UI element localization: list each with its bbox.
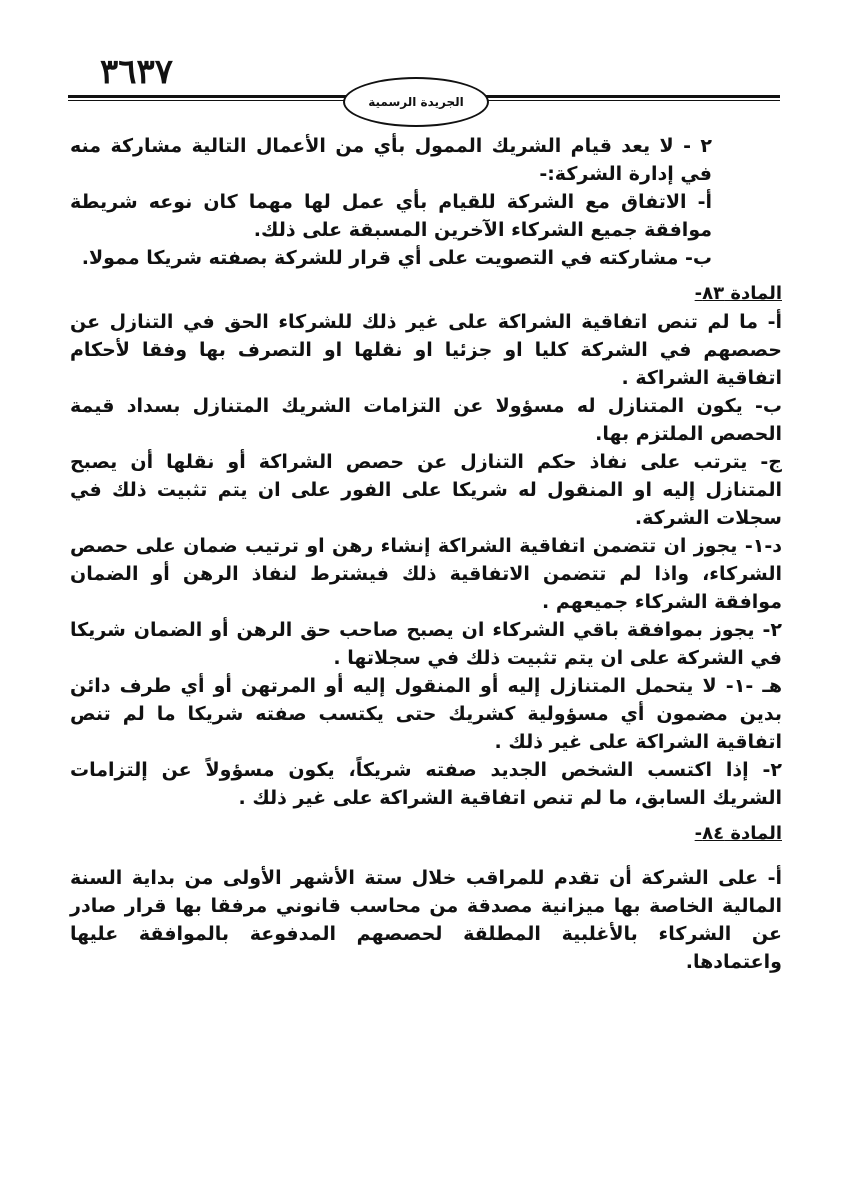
clause-2b: ب- مشاركته في التصويت على أي قرار للشركة بصفته شريكا ممولا. — [81, 247, 712, 269]
article-84 — [70, 820, 782, 976]
clause-2-intro: ٢ - لا يعد قيام الشريك الممول بأي من الأعمال التالية مشاركة منه في إدارة الشركة:- — [70, 135, 712, 185]
gazette-title: الجريدة الرسمية — [368, 95, 464, 109]
document-body — [70, 132, 782, 976]
article-84-heading: المادة ٨٤- — [694, 823, 782, 844]
gazette-title-oval — [343, 77, 489, 127]
article-84-a: أ- على الشركة أن تقدم للمراقب خلال ستة الأشهر الأولى من بداية السنة المالية الخاصة بها ميزانية مصدقة من محاسب قانوني مرفقا بها قرار صادر عن الشركاء بالأغلبية المطلقة لحصصهم المدفوعة بالموافقة عليها واعتمادها. — [70, 867, 782, 973]
article-83-h2: ٢- إذا اكتسب الشخص الجديد صفته شريكاً، يكون مسؤولاً عن إلتزامات الشريك السابق، ما لم تنص اتفاقية الشراكة على غير ذلك . — [70, 759, 782, 809]
article-83-heading: المادة ٨٣- — [694, 283, 782, 304]
intro-section — [70, 132, 782, 272]
article-83 — [70, 280, 782, 812]
clause-2a: أ- الاتفاق مع الشركة للقيام بأي عمل لها مهما كان نوعه شريطة موافقة جميع الشركاء الآخرين المسبقة على ذلك. — [70, 191, 712, 241]
page-number: ٣٦٣٧ — [100, 52, 174, 92]
article-83-d2: ٢- يجوز بموافقة باقي الشركاء ان يصبح صاحب حق الرهن أو الضمان شريكا في الشركة على ان يتم تثبيت ذلك في سجلاتها . — [70, 619, 782, 669]
article-83-d1: د-١- يجوز ان تتضمن اتفاقية الشراكة إنشاء رهن او ترتيب ضمان على حصص الشركاء، واذا لم تتضمن الاتفاقية ذلك فيشترط لنفاذ الرهن أو الضمان موافقة الشركاء جميعهم . — [70, 535, 782, 613]
article-83-a: أ- ما لم تنص اتفاقية الشراكة على غير ذلك للشركاء الحق في التنازل عن حصصهم في الشركة كليا او جزئيا او نقلها او التصرف بها وفقا لأحكام اتفاقية الشراكة . — [70, 311, 782, 389]
article-83-c: ج- يترتب على نفاذ حكم التنازل عن حصص الشراكة أو نقلها أن يصبح المتنازل إليه او المنقول له شريكا على الفور على ان يتم تثبيت ذلك في سجلات الشركة. — [70, 451, 782, 529]
article-83-h1: هـ -١- لا يتحمل المتنازل إليه أو المنقول إليه أو المرتهن أو أي طرف دائن بدين مضمون أي مسؤولية كشريك حتى يكتسب صفته شريكا ما لم تنص اتفاقية الشراكة على غير ذلك . — [70, 675, 782, 753]
article-83-b: ب- يكون المتنازل له مسؤولا عن التزامات الشريك المتنازل بسداد قيمة الحصص الملتزم بها. — [70, 395, 782, 445]
